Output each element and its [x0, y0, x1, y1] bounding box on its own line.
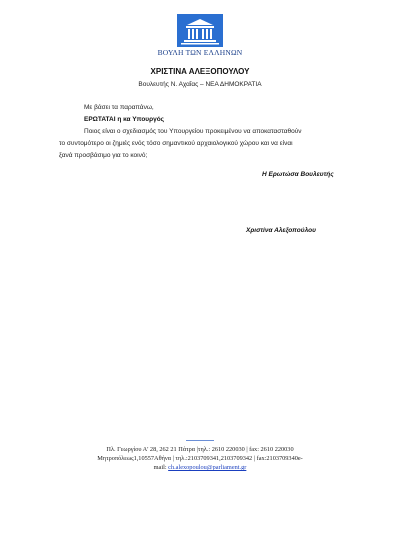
footer-address-athens: Μητροπόλεως1,10557Αθήνα | τηλ.:2103709341,2103709342 | fax:2103709340e- [97, 455, 303, 462]
footer-email-link[interactable]: ch.alexopoulou@parliament.gr [168, 464, 247, 471]
question-line-2: το συντομότερο οι ζημιές ενός τόσο σημαντικού αρχαιολογικού χώρου και να είναι [59, 140, 293, 147]
parliament-name: ΒΟΥΛΗ ΤΩΝ ΕΛΛΗΝΩΝ [157, 48, 243, 57]
intro-text: Με βάσει τα παραπάνω, [84, 104, 154, 111]
footer-email-label: mail: [153, 464, 169, 471]
signature-name: Χριστίνα Αλεξοπούλου [246, 227, 316, 234]
hellenic-parliament-logo-icon [177, 14, 223, 47]
footer-divider [186, 440, 214, 441]
footer-email-line [0, 464, 400, 471]
author-role: Βουλευτής Ν. Αχαΐας – ΝΕΑ ΔΗΜΟΚΡΑΤΙΑ [138, 81, 262, 88]
signature-role: Η Ερωτώσα Βουλευτής [262, 171, 334, 178]
question-line-1: Ποιος είναι ο σχεδιασμός του Υπουργείου προκειμένου να αποκατασταθούν [84, 128, 302, 135]
author-name: ΧΡΙΣΤΙΝΑ ΑΛΕΞΟΠΟΥΛΟΥ [150, 67, 250, 76]
question-title: ΕΡΩΤΑΤΑΙ η κα Υπουργός [84, 116, 165, 123]
question-line-3: ξανά προσβάσιμο για το κοινό; [59, 152, 148, 159]
footer-address-patras: Πλ. Γεωργίου Α' 28, 262 21 Πάτρα |τηλ.: 2610 220030 | fax: 2610 220030 [106, 446, 294, 453]
